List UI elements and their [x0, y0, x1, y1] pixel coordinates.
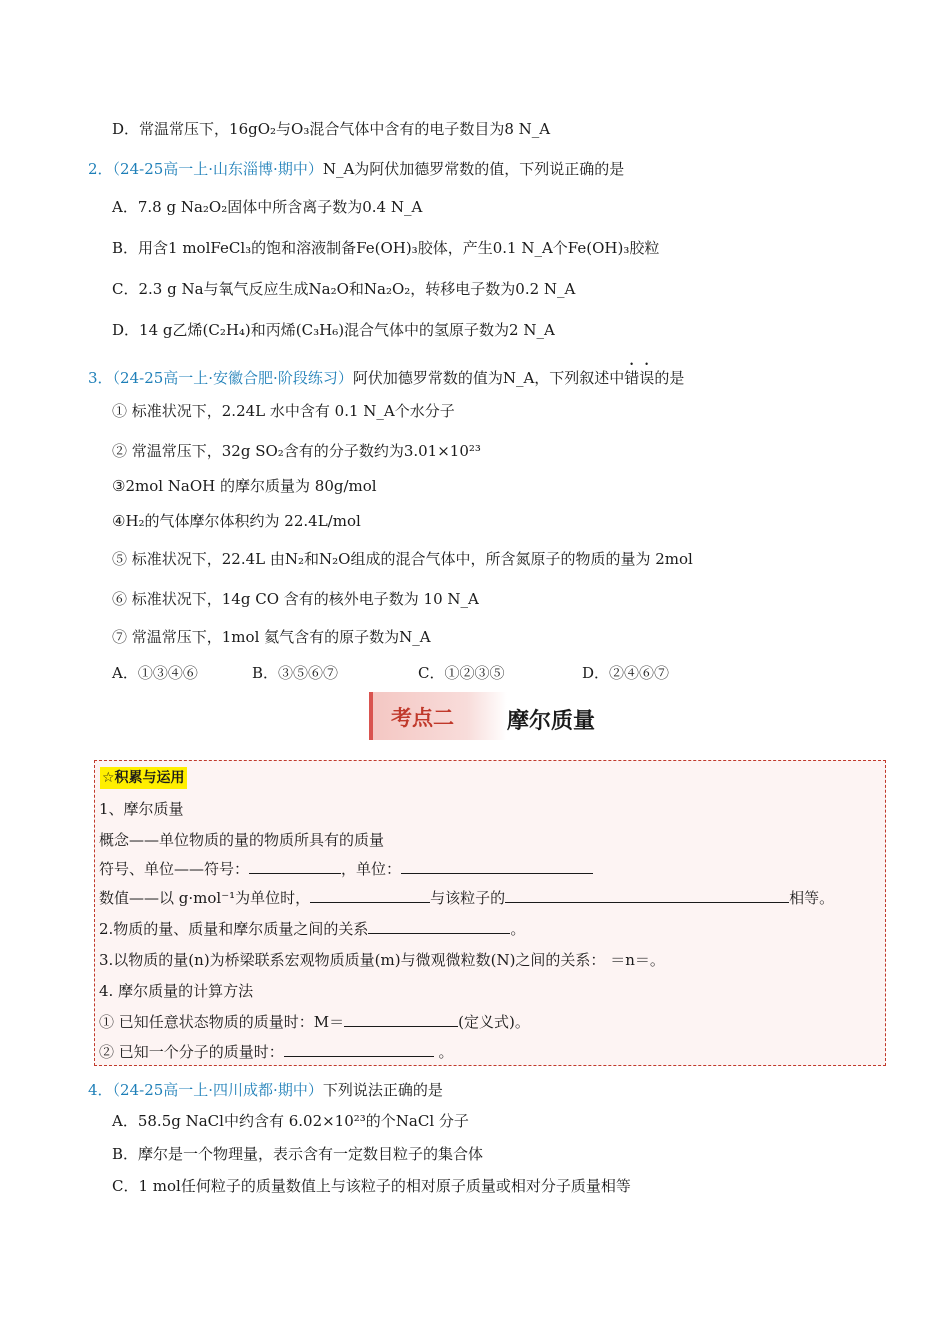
q4-stem	[88, 1079, 443, 1101]
box-line-8	[99, 1011, 530, 1033]
section-banner	[369, 692, 507, 740]
definition-blank[interactable]	[344, 1012, 458, 1027]
q3-choice-d: D．②④⑥⑦	[582, 664, 670, 682]
box-line-5a: 2.物质的量、质量和摩尔质量之间的关系	[99, 920, 369, 938]
q2-option-d: D．14 g乙烯(C₂H₄)和丙烯(C₃H₆)混合气体中的氢原子数为2 N_A	[112, 321, 555, 339]
q3-number: 3．	[88, 369, 113, 387]
box-line-4b: 与该粒子的	[430, 889, 506, 907]
box-line-6: 3.以物质的量(n)为桥梁联系宏观物质质量(m)与微观微粒数(N)之间的关系： ＝n＝。	[99, 951, 665, 969]
q2-text: N_A为阿伏加德罗常数的值，下列说正确的是	[322, 160, 625, 178]
box-line-4c: 相等。	[789, 889, 835, 907]
q3-text-a: 阿伏加德罗常数的值为N_A，下列叙述中	[352, 369, 625, 387]
unit-blank[interactable]	[401, 859, 593, 874]
box-line-4a: 数值——以 g·mol⁻¹为单位时，	[99, 889, 311, 907]
q4-option-c: C．1 mol任何粒子的质量数值上与该粒子的相对原子质量或相对分子质量相等	[112, 1177, 631, 1195]
q3-choice-b: B．③⑤⑥⑦	[252, 664, 339, 682]
q3-item-3: ③2mol NaOH 的摩尔质量为 80g/mol	[112, 477, 377, 495]
box-line-4	[99, 887, 834, 909]
q3-item-7: ⑦ 常温常压下，1mol 氦气含有的原子数为N_A	[112, 628, 431, 646]
q3-item-6: ⑥ 标准状况下，14g CO 含有的核外电子数为 10 N_A	[112, 590, 479, 608]
q2-stem	[88, 158, 624, 180]
box-line-8a: ① 已知任意状态物质的质量时：M＝	[99, 1013, 345, 1031]
value-blank-2[interactable]	[505, 888, 789, 903]
q4-text: 下列说法正确的是	[322, 1081, 443, 1099]
box-line-7: 4. 摩尔质量的计算方法	[99, 982, 254, 1000]
relation-blank[interactable]	[368, 919, 510, 934]
q3-stem	[88, 360, 684, 389]
box-line-1: 1、摩尔质量	[99, 800, 184, 818]
q3-source[interactable]: （24-25高一上·安徽合肥·阶段练习）	[112, 369, 353, 387]
q3-choice-c: C．①②③⑤	[418, 664, 505, 682]
box-line-5b: 。	[510, 920, 526, 938]
box-line-3a: 符号、单位——符号：	[99, 860, 250, 878]
box-line-9b: 。	[433, 1043, 454, 1061]
box-line-3	[99, 858, 593, 880]
q4-option-a: A．58.5g NaCl中约含有 6.02×10²³的个NaCl 分子	[112, 1112, 469, 1130]
q4-option-b: B．摩尔是一个物理量，表示含有一定数目粒子的集合体	[112, 1145, 484, 1163]
knowledge-tag: ☆积累与运用	[100, 767, 187, 789]
q2-option-a: A．7.8 g Na₂O₂固体中所含离子数为0.4 N_A	[112, 198, 423, 216]
section-label: 考点二	[391, 706, 454, 730]
box-line-9a: ② 已知一个分子的质量时：	[99, 1043, 284, 1061]
box-line-3b: ，单位：	[341, 860, 402, 878]
q2-source[interactable]: （24-25高一上·山东淄博·期中）	[112, 160, 323, 178]
q2-option-c: C．2.3 g Na与氧气反应生成Na₂O和Na₂O₂，转移电子数为0.2 N_A	[112, 280, 576, 298]
box-line-8b: (定义式)。	[458, 1013, 530, 1031]
box-line-5	[99, 918, 525, 940]
q4-number: 4．	[88, 1081, 113, 1099]
section-title: 摩尔质量	[507, 709, 596, 734]
q1-option-d: D．常温常压下，16gO₂与O₃混合气体中含有的电子数目为8 N_A	[112, 120, 551, 138]
q4-source[interactable]: （24-25高一上·四川成都·期中）	[112, 1081, 323, 1099]
q3-item-5: ⑤ 标准状况下，22.4L 由N₂和N₂O组成的混合气体中，所含氮原子的物质的量为 2mol	[112, 550, 693, 568]
q3-choice-a: A．①③④⑥	[112, 664, 198, 682]
q2-option-b: B．用含1 molFeCl₃的饱和溶液制备Fe(OH)₃胶体，产生0.1 N_A个Fe(OH)₃胶粒	[112, 239, 660, 257]
box-line-9	[99, 1041, 454, 1063]
q3-item-2: ② 常温常压下，32g SO₂含有的分子数约为3.01×10²³	[112, 442, 481, 460]
symbol-blank[interactable]	[249, 859, 341, 874]
q3-text-b: 的是	[654, 369, 685, 387]
molecule-mass-blank[interactable]	[284, 1042, 434, 1057]
box-line-2: 概念——单位物质的量的物质所具有的质量	[99, 831, 385, 849]
q2-number: 2．	[88, 160, 113, 178]
q3-item-4: ④H₂的气体摩尔体积约为 22.4L/mol	[112, 512, 361, 530]
q3-emphasis: 错误	[624, 369, 655, 387]
q3-item-1: ① 标准状况下，2.24L 水中含有 0.1 N_A个水分子	[112, 402, 455, 420]
value-blank-1[interactable]	[310, 888, 430, 903]
